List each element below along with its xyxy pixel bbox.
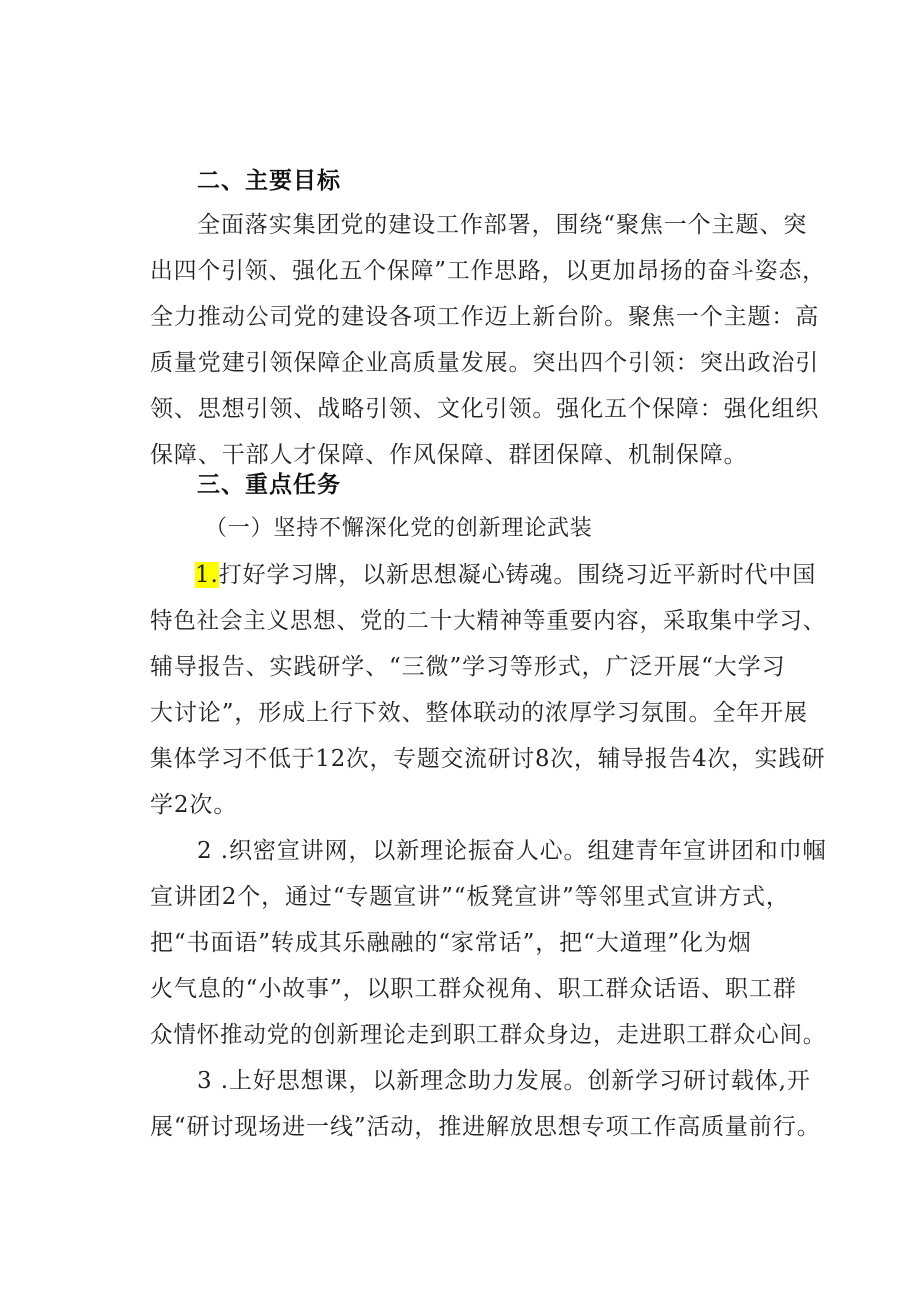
item1-line: 大讨论”，形成上行下效、整体联动的浓厚学习氛围。全年开展	[150, 700, 808, 726]
section-heading-tasks: 三、重点任务	[197, 472, 341, 498]
goals-line: 保障、干部人才保障、作风保障、群团保障、机制保障。	[150, 442, 748, 468]
item1-line: 学2次。	[150, 792, 238, 818]
item1-number-highlighted: 1.	[195, 562, 219, 588]
item2-line: 火气息的“小故事”，以职工群众视角、职工群众话语、职工群	[150, 976, 797, 1002]
item2-line: 把“书面语”转成其乐融融的“家常话”，把“大道理”化为烟	[150, 930, 752, 956]
item2-line: 众情怀推动党的创新理论走到职工群众身边，走进职工群众心间。	[150, 1022, 827, 1048]
item1-line: 集体学习不低于12次，专题交流研讨8次，辅导报告4次，实践研	[150, 746, 826, 772]
item2-line: 宣讲团2个，通过“专题宣讲”“板凳宣讲”等邻里式宣讲方式，	[150, 884, 790, 910]
goals-line: 全面落实集团党的建设工作部署，围绕“聚焦一个主题、突	[197, 212, 808, 238]
item1-first-line	[195, 560, 816, 590]
item3-line: 3 .上好思想课，以新理念助力发展。创新学习研讨载体,开	[197, 1068, 811, 1094]
subsection-heading: （一）坚持不懈深化党的创新理论武装	[205, 516, 593, 541]
goals-line: 领、思想引领、战略引领、文化引领。强化五个保障：强化组织	[150, 396, 820, 422]
item1-line: 特色社会主义思想、党的二十大精神等重要内容，采取集中学习、	[150, 608, 827, 634]
item2-line: 2 .织密宣讲网，以新理论振奋人心。组建青年宣讲团和巾帼	[197, 838, 827, 864]
item1-first-text: 打好学习牌，以新思想凝心铸魂。围绕习近平新时代中国	[218, 562, 817, 588]
item3-line: 展“研讨现场进一线”活动，推进解放思想专项工作高质量前行。	[150, 1114, 821, 1140]
goals-line: 全力推动公司党的建设各项工作迈上新台阶。聚焦一个主题：高	[150, 304, 820, 330]
goals-line: 质量党建引领保障企业高质量发展。突出四个引领：突出政治引	[150, 350, 820, 376]
item1-line: 辅导报告、实践研学、“三微”学习等形式，广泛开展“大学习	[150, 654, 786, 680]
goals-line: 出四个引领、强化五个保障”工作思路，以更加昂扬的奋斗姿态，	[150, 258, 826, 284]
section-heading-goals: 二、主要目标	[197, 168, 341, 194]
